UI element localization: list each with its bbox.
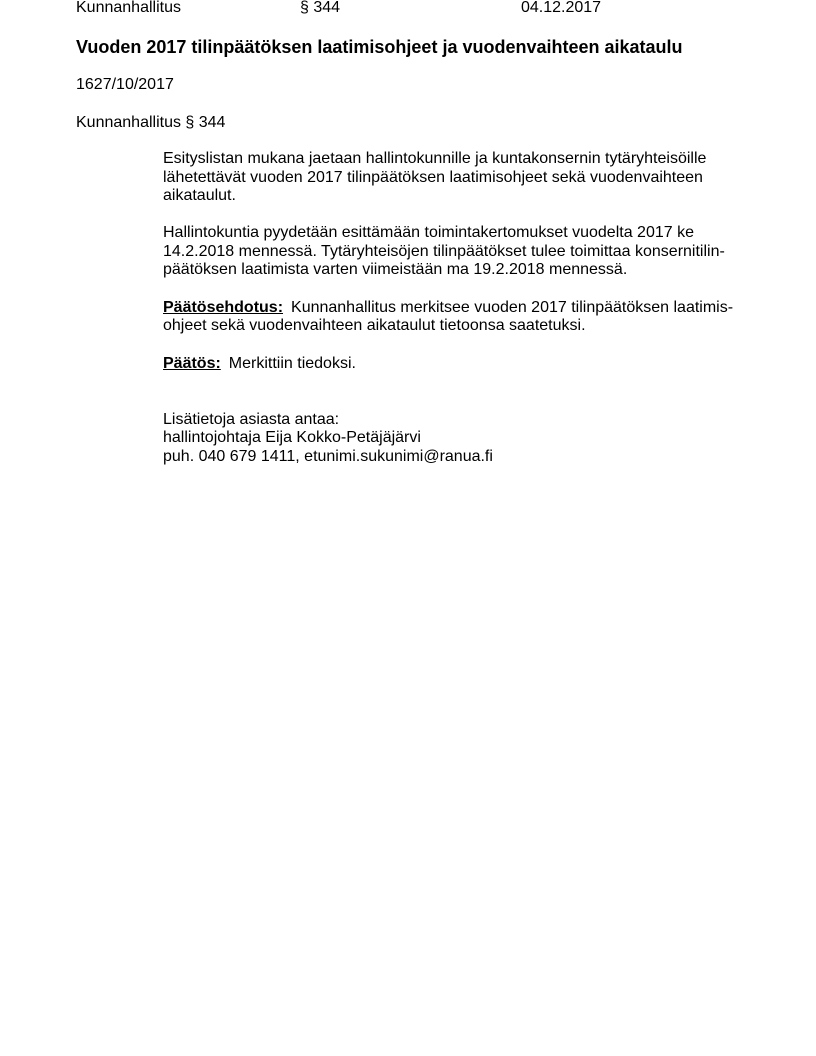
paragraph1-line: Esityslistan mukana jaetaan hallintokunnille ja kuntakonsernin tytäryhteisöille [163,150,707,167]
header-section: § 344 [300,0,341,16]
decision [163,355,356,373]
proposal-text: Kunnanhallitus merkitsee vuoden 2017 tilinpäätöksen laatimis- [291,299,734,316]
paragraph1-line: aikataulut. [163,187,236,204]
contact-line: Lisätietoja asiasta antaa: [163,411,340,428]
paragraph2-line: Hallintokuntia pyydetään esittämään toimintakertomukset vuodelta 2017 ke [163,224,694,241]
page-title: Vuoden 2017 tilinpäätöksen laatimisohjeet ja vuodenvaihteen aikataulu [76,37,683,57]
header-body: Kunnanhallitus [76,0,181,16]
header-date: 04.12.2017 [521,0,602,16]
paragraph2-line: 14.2.2018 mennessä. Tytäryhteisöjen tilinpäätökset tulee toimittaa konsernitilin- [163,243,725,260]
proposal-text: ohjeet sekä vuodenvaihteen aikataulut tietoonsa saatetuksi. [163,317,586,334]
section-reference: Kunnanhallitus § 344 [76,114,226,131]
paragraph2-line: päätöksen laatimista varten viimeistään ma 19.2.2018 mennessä. [163,261,628,278]
contact-details: puh. 040 679 1411, etunimi.sukunimi@ranua.fi [163,448,493,465]
contact-name: hallintojohtaja Eija Kokko-Petäjäjärvi [163,429,421,446]
decision-text: Merkittiin tiedoksi. [228,355,356,372]
paragraph1-line: lähetettävät vuoden 2017 tilinpäätöksen laatimisohjeet sekä vuodenvaihteen [163,169,703,186]
proposal-label: Päätösehdotus: [163,299,284,316]
proposal [163,299,733,317]
record-number: 1627/10/2017 [76,76,174,93]
decision-label: Päätös: [163,355,221,372]
